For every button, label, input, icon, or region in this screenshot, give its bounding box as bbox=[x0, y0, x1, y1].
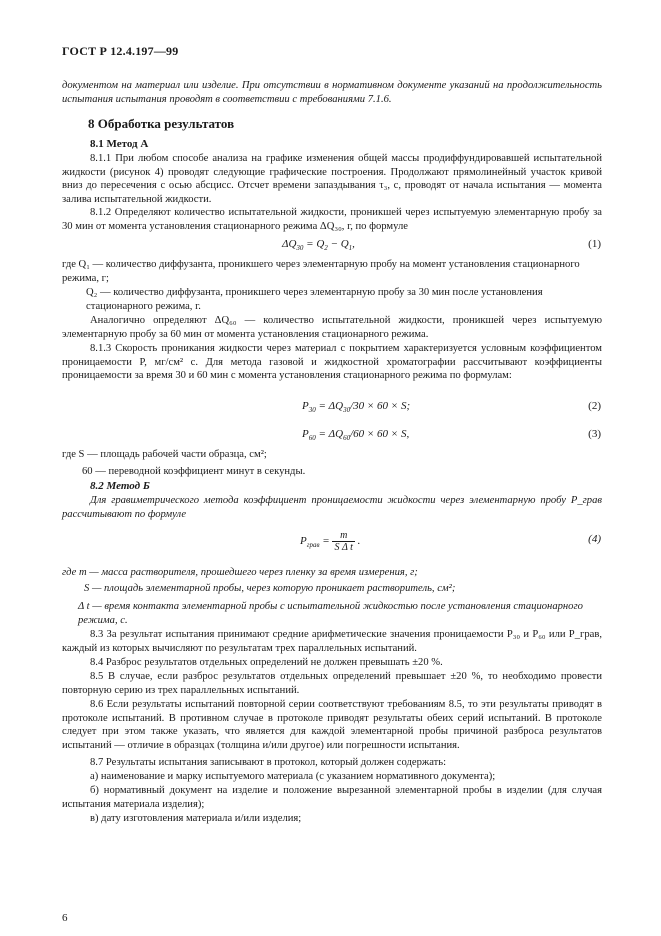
subsection-8-1-title: 8.1 Метод А bbox=[90, 138, 149, 150]
paragraph-8-6: 8.6 Если результаты испытаний повторной серии соответствуют требованиям 8.5, то эти результаты приводят в протоколе испытаний. В противном случае в протоколе приводят результаты обеих серий испытаний. В протоколе следует при этом также указать, что является для каждой элементарной пробы причиной разброса результатов испытаний — отличие в образцах (толщина и/или другое) или погрешности испытания. bbox=[62, 699, 602, 751]
formula-4: $P_{грав}$ = $\frac{m}{\text{S Δ t}}$ . bbox=[300, 530, 361, 553]
definition-delta-t: Δ t — время контакта элементарной пробы с испытательной жидкостью после установления стационарного режима, с. bbox=[78, 601, 583, 626]
formula-3: $P_{60} = \Delta Q_{60}/60 \times 60 \times S$, bbox=[302, 428, 410, 443]
page-number: 6 bbox=[62, 912, 68, 924]
list-item-a: а) наименование и марку испытуемого материала (с указанием нормативного документа); bbox=[90, 771, 496, 782]
paragraph-8-7: 8.7 Результаты испытания записывают в протокол, который должен содержать: bbox=[90, 757, 447, 768]
definition-60: 60 — переводной коэффициент минут в секунды. bbox=[82, 466, 306, 477]
paragraph-8-2: Для гравиметрического метода коэффициент проницаемости жидкости через элементарную пробу P_грав рассчитывают по формуле bbox=[62, 495, 602, 520]
definition-m: где m — масса растворителя, прошедшего через пленку за время измерения, г; bbox=[62, 567, 418, 578]
subsection-8-2-title: 8.2 Метод Б bbox=[90, 480, 150, 492]
formula-3-number: (3) bbox=[588, 428, 601, 440]
formula-1: $\Delta Q_{30} = Q_2 - Q_1$, bbox=[282, 238, 355, 253]
formula-4-number: (4) bbox=[588, 533, 601, 545]
formula-2-number: (2) bbox=[588, 400, 601, 412]
formula-1-number: (1) bbox=[588, 238, 601, 250]
intro-paragraph: документом на материал или изделие. При отсутствии в нормативном документе указаний на продолжительность испытания испытания проводят в соответствии с требованиями 7.1.6. bbox=[62, 80, 602, 105]
document-header: ГОСТ Р 12.4.197—99 bbox=[62, 44, 179, 58]
paragraph-8-4: 8.4 Разброс результатов отдельных определений не должен превышать ±20 %. bbox=[90, 657, 443, 668]
definition-q1: где Q₁ — количество диффузанта, проникшего через элементарную пробу на момент установления стационарного режима, г; bbox=[62, 259, 580, 284]
definition-q2: Q₂ — количество диффузанта, проникшего через элементарную пробу за 30 мин после установления стационарного режима, г. bbox=[86, 287, 543, 312]
paragraph-8-1-2-b: Аналогично определяют ΔQ₆₀ — количество испытательной жидкости, проникшей через испытуемую элементарную пробу за 60 мин от момента установления стационарного режима. bbox=[62, 315, 602, 340]
list-item-b: б) нормативный документ на изделие и положение вырезанной элементарной пробы в изделии (для случая испытания материала изделия); bbox=[62, 785, 602, 810]
paragraph-8-5: 8.5 В случае, если разброс результатов отдельных определений превышает ±20 %, то необходимо провести повторную серию из трех параллельных испытаний. bbox=[62, 671, 602, 696]
paragraph-8-1-3: 8.1.3 Скорость проникания жидкости через материал с покрытием характеризуется условным коэффициентом проницаемости P, мг/см² с. Для метода газовой и жидкостной хроматографии рассчитывают коэффициенты проницаемости за время 30 и 60 мин с момента установления стационарного режима по формулам: bbox=[62, 343, 602, 382]
definition-s-sample: S — площадь элементарной пробы, через которую проникает растворитель, см²; bbox=[84, 583, 456, 594]
list-item-c: в) дату изготовления материала и/или изделия; bbox=[90, 813, 302, 824]
definition-s: где S — площадь рабочей части образца, см²; bbox=[62, 449, 267, 460]
section-title: 8 Обработка результатов bbox=[88, 116, 235, 131]
paragraph-8-3: 8.3 За результат испытания принимают средние арифметические значения проницаемости P₃₀ и P₆₀ или P_грав, каждый из которых вычисляют по результатам трех параллельных испытаний. bbox=[62, 629, 602, 654]
paragraph-8-1-2: 8.1.2 Определяют количество испытательной жидкости, проникшей через испытуемую элементарную пробу за 30 мин от момента установления стационарного режима ΔQ₃₀, г, по формуле bbox=[62, 207, 602, 232]
paragraph-8-1-1: 8.1.1 При любом способе анализа на графике изменения общей массы продиффундировавшей испытательной жидкости (рисунок 4) проводят следующие графические построения. Продолжают прямолинейный участок кривой вниз до пересечения с осью абсцисс. Отсчет времени запаздывания τ₃, с, проводят от начала испытания — момента залива испытательной жидкости. bbox=[62, 153, 602, 205]
formula-2: $P_{30} = \Delta Q_{30}/30 \times 60 \times S$; bbox=[302, 400, 411, 415]
